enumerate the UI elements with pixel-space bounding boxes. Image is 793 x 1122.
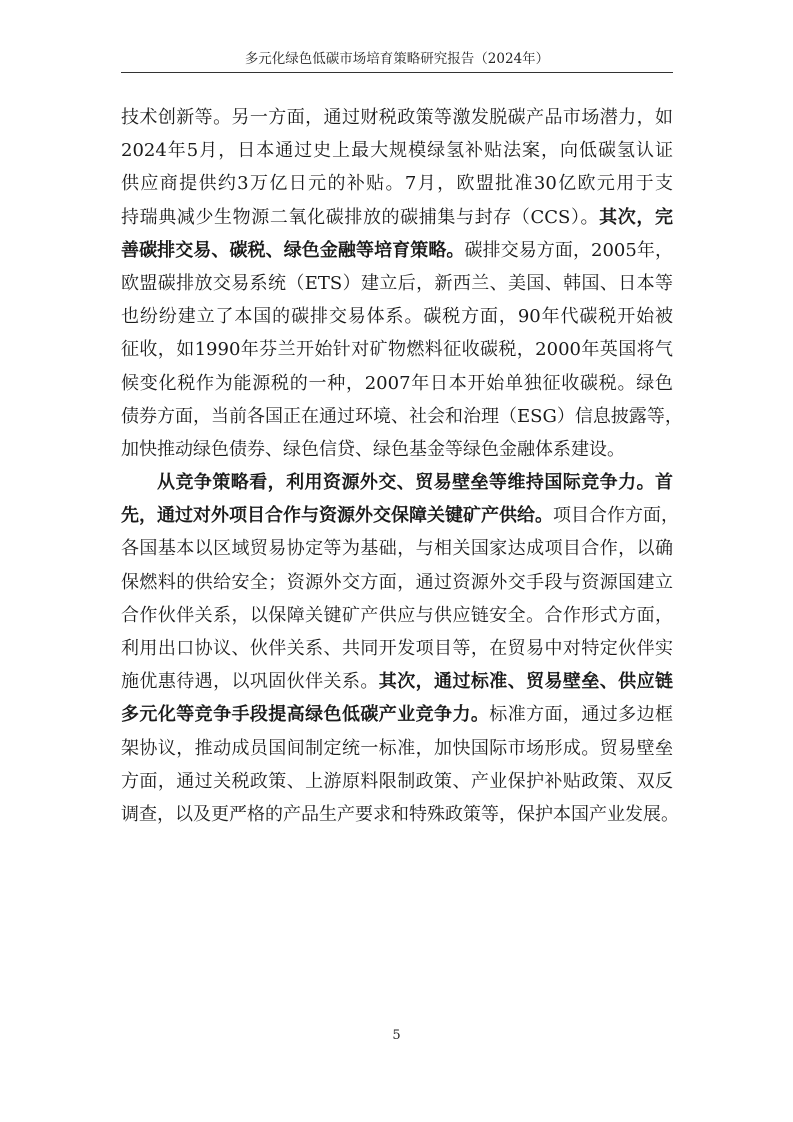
- text-line: [121, 698, 673, 731]
- text-segment: 2024年5月，日本通过史上最大规模绿氢补贴法案，向低碳氢认证: [121, 140, 673, 162]
- text-line: [121, 400, 683, 433]
- text-line: [121, 532, 673, 565]
- text-segment: 方面，通过关税政策、上游原料限制政策、产业保护补贴政策、双反: [121, 770, 673, 792]
- text-segment: 项目合作方面，: [553, 505, 679, 527]
- text-line: [121, 765, 673, 798]
- text-line: [121, 566, 673, 599]
- running-header: 多元化绿色低碳市场培育策略研究报告（2024年）: [244, 51, 550, 67]
- text-line: [121, 499, 679, 532]
- text-segment: 合作伙伴关系，以保障关键矿产供应与供应链安全。合作形式方面，: [121, 604, 673, 626]
- text-segment: 加快推动绿色债券、绿色信贷、绿色基金等绿色金融体系建设。: [121, 438, 625, 460]
- text-line: [121, 234, 673, 267]
- text-segment: 各国基本以区域贸易协定等为基础，与相关国家达成项目合作，以确: [121, 538, 673, 560]
- bold-text: 善碳排交易、碳税、绿色金融等培育策略。: [121, 239, 465, 261]
- text-segment: 也纷纷建立了本国的碳排交易体系。碳税方面，90年代碳税开始被: [121, 306, 673, 328]
- header-divider: [121, 72, 673, 73]
- text-segment: 架协议，推动成员国间制定统一标准，加快国际市场形成。贸易壁垒: [121, 737, 673, 759]
- text-line: [121, 267, 673, 300]
- text-segment: 利用出口协议、伙伴关系、共同开发项目等，在贸易中对特定伙伴实: [121, 638, 673, 659]
- text-segment: 候变化税作为能源税的一种，2007年日本开始单独征收碳税。绿色: [121, 372, 673, 394]
- text-segment: 碳排交易方面，2005年，: [464, 239, 673, 261]
- text-segment: 债券方面，当前各国正在通过环境、社会和治理（ESG）信息披露等，: [121, 405, 683, 427]
- page-number: 5: [392, 1028, 401, 1043]
- text-segment: 保燃料的供给安全；资源外交方面，通过资源外交手段与资源国建立: [121, 571, 673, 593]
- text-line: [121, 798, 679, 831]
- text-segment: 标准方面，通过多边框: [489, 704, 674, 726]
- text-segment: 施优惠待遇，以巩固伙伴关系。: [121, 671, 379, 693]
- bold-text: 其次，完: [599, 206, 674, 228]
- text-line: [121, 333, 673, 366]
- text-segment: 持瑞典减少生物源二氧化碳排放的碳捕集与封存（CCS）。: [121, 206, 600, 228]
- text-line: [121, 367, 673, 400]
- text-line: [121, 632, 673, 665]
- text-line: [121, 665, 673, 698]
- paragraph: [121, 466, 679, 831]
- document-body: [121, 101, 683, 831]
- text-line: [121, 599, 673, 632]
- text-segment: 调查，以及更严格的产品生产要求和特殊政策等，保护本国产业发展。: [121, 803, 679, 825]
- text-line: [121, 101, 673, 134]
- text-line: [121, 134, 673, 167]
- text-segment: 欧盟碳排放交易系统（ETS）建立后，新西兰、美国、韩国、日本等: [121, 272, 673, 294]
- text-line: [121, 466, 673, 499]
- bold-text: 其次，通过标准、贸易壁垒、供应链: [378, 671, 674, 693]
- bold-text: 多元化等竞争手段提高绿色低碳产业竞争力。: [121, 704, 490, 726]
- bold-text: 先，通过对外项目合作与资源外交保障关键矿产供给。: [121, 505, 553, 527]
- text-line: [121, 167, 673, 200]
- text-line: [121, 201, 673, 234]
- text-line: [121, 732, 673, 765]
- text-segment: 征收，如1990年芬兰开始针对矿物燃料征收碳税，2000年英国将气: [121, 339, 673, 361]
- paragraph: [121, 101, 683, 466]
- text-line: [121, 433, 673, 466]
- text-line: [121, 300, 673, 333]
- bold-text: 从竞争策略看，利用资源外交、贸易壁垒等维持国际竞争力。首: [157, 472, 673, 494]
- text-segment: 技术创新等。另一方面，通过财税政策等激发脱碳产品市场潜力，如: [121, 107, 673, 128]
- text-segment: 供应商提供约3万亿日元的补贴。7月，欧盟批准30亿欧元用于支: [121, 173, 673, 195]
